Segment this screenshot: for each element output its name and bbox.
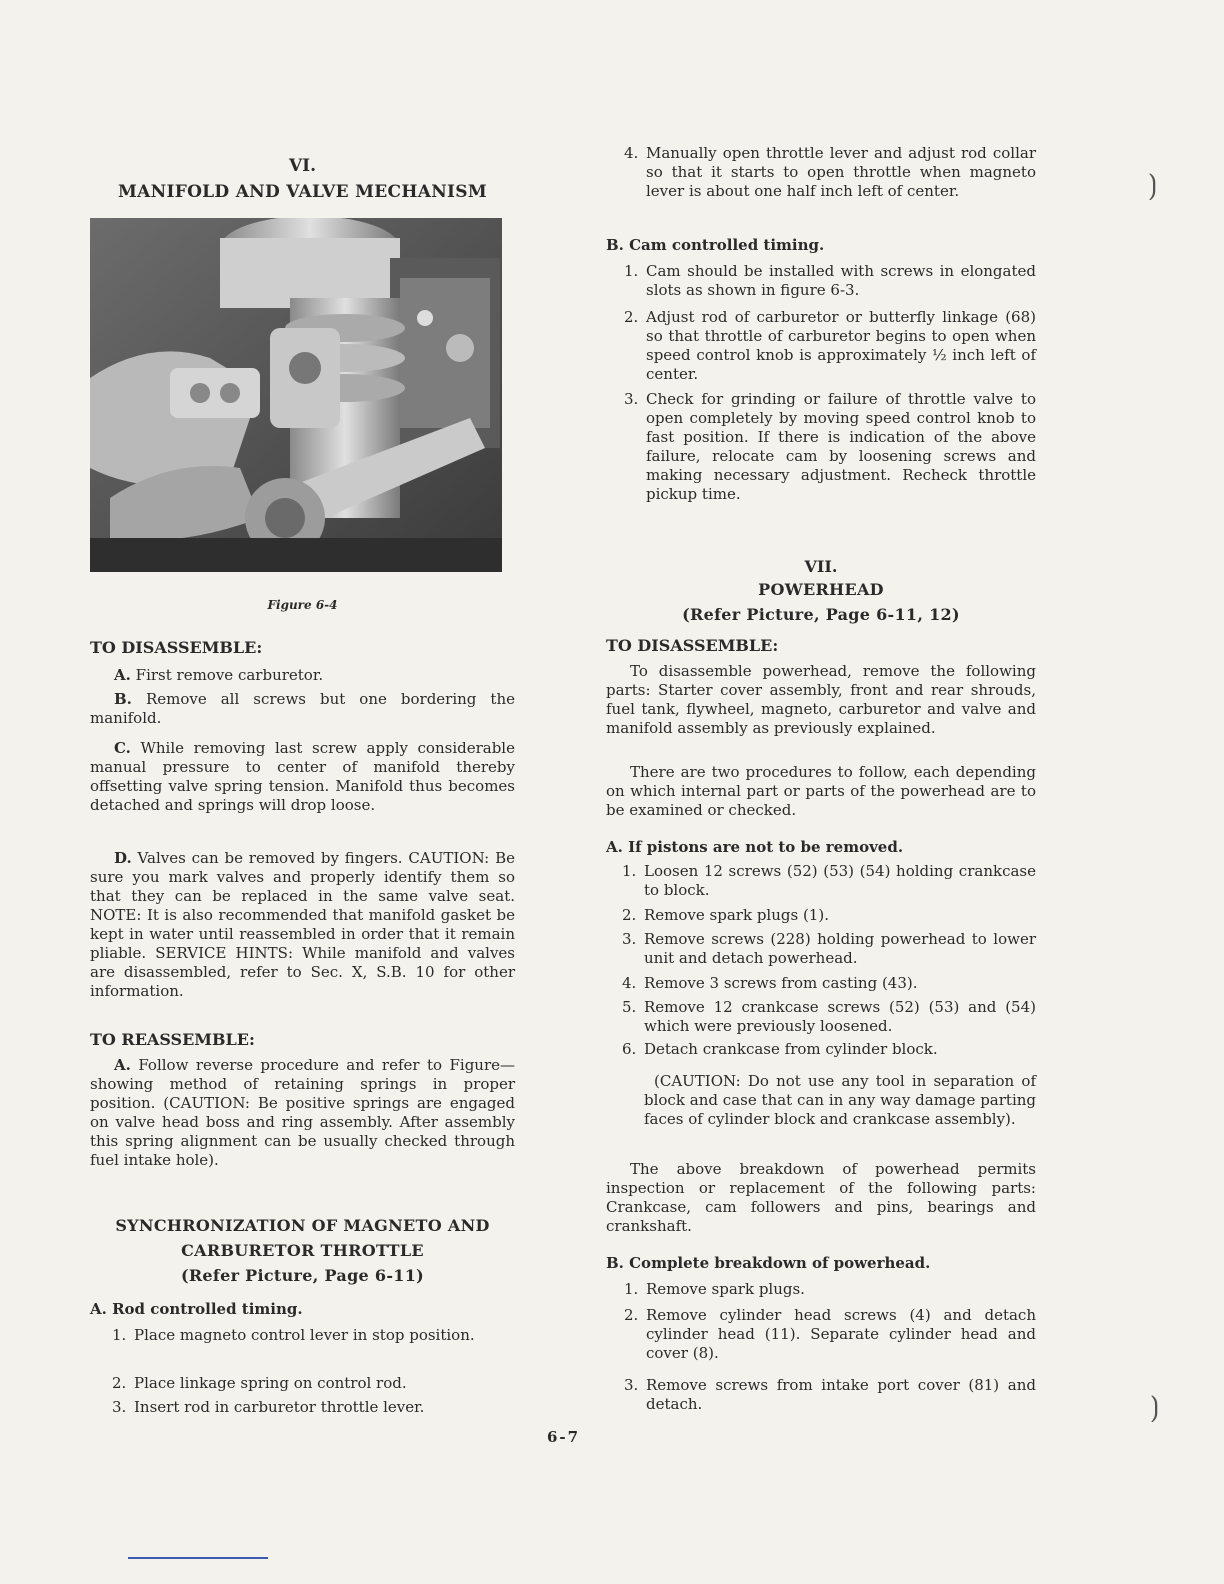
complete-step-2: 2. Remove cylinder head screws (4) and detach cylinder head (11). Separate cylinder head and cover (8). (624, 1306, 1036, 1362)
disassemble-step-a: A. First remove carburetor. (114, 666, 324, 684)
pistons-step-3: 3. Remove screws (228) holding powerhead to lower unit and detach powerhead. (622, 930, 1036, 967)
rod-step-1: 1. Place magneto control lever in stop position. (112, 1326, 475, 1344)
disassemble-heading: TO DISASSEMBLE: (90, 638, 263, 657)
sync-reference: (Refer Picture, Page 6-11) (180, 1266, 425, 1285)
pistons-heading: A. If pistons are not to be removed. (606, 838, 904, 856)
sync-title-line1: SYNCHRONIZATION OF MAGNETO AND (115, 1216, 490, 1235)
pistons-step-4: 4. Remove 3 screws from casting (43). (622, 974, 918, 992)
footer-underline (128, 1557, 268, 1559)
figure-6-4-photo (90, 218, 502, 572)
cam-step-2: 2. Adjust rod of carburetor or butterfly linkage (68) so that throttle of carburetor begins to open when speed control knob is approximately ½ inch left of center. (624, 308, 1036, 383)
complete-step-3: 3. Remove screws from intake port cover (81) and detach. (624, 1376, 1036, 1413)
reassemble-heading: TO REASSEMBLE: (90, 1030, 255, 1049)
pistons-step-2: 2. Remove spark plugs (1). (622, 906, 829, 924)
complete-step-1: 1. Remove spark plugs. (624, 1280, 805, 1298)
powerhead-disassemble-heading: TO DISASSEMBLE: (606, 636, 779, 655)
powerhead-intro-1: To disassemble powerhead, remove the following parts: Starter cover assembly, front and rear shrouds, fuel tank, flywheel, magneto, carburetor and valve and manifold assembly as previously explained. (606, 662, 1036, 737)
section-title: MANIFOLD AND VALVE MECHANISM (118, 182, 487, 202)
disassemble-step-b: B. Remove all screws but one bordering the manifold. (90, 690, 515, 727)
pistons-step-6: 6. Detach crankcase from cylinder block. (622, 1040, 938, 1058)
binder-hole-mark-top: ⟯ (1148, 168, 1158, 201)
complete-breakdown-heading: B. Complete breakdown of powerhead. (606, 1254, 931, 1272)
cam-timing-heading: B. Cam controlled timing. (606, 236, 825, 254)
pistons-step-1: 1. Loosen 12 screws (52) (53) (54) holding crankcase to block. (622, 862, 1036, 899)
powerhead-intro-2: There are two procedures to follow, each depending on which internal part or parts of the powerhead are to be examined or checked. (606, 763, 1036, 819)
binder-hole-mark-bottom: ⟯ (1150, 1390, 1160, 1423)
pistons-step-5: 5. Remove 12 crankcase screws (52) (53) and (54) which were previously loosened. (622, 998, 1036, 1035)
disassemble-step-d: D. Valves can be removed by fingers. CAUTION: Be sure you mark valves and properly identify them so that they can be replaced in the same valve seat. NOTE: It is also recommended that manifold gasket be kept in water until reassembled in order that it remain pliable. SERVICE HINTS: While manifold and valves are disassembled, refer to Sec. X, S.B. 10 for other information. (90, 849, 515, 1000)
rod-step-2: 2. Place linkage spring on control rod. (112, 1374, 407, 1392)
section-number-vii: VII. (804, 557, 838, 576)
powerhead-reference: (Refer Picture, Page 6-11, 12) (682, 605, 960, 624)
breakdown-summary: The above breakdown of powerhead permits inspection or replacement of the following parts: Crankcase, cam followers and pins, bearings and crankshaft. (606, 1160, 1036, 1235)
rod-step-3: 3. Insert rod in carburetor throttle lever. (112, 1398, 425, 1416)
page-number: 6-7 (547, 1428, 581, 1446)
section-number: VI. (288, 156, 317, 176)
manifold-photo-illustration (90, 218, 502, 572)
disassemble-step-c: C. While removing last screw apply considerable manual pressure to center of manifold thereby offsetting valve spring tension. Manifold thus becomes detached and springs will drop loose. (90, 739, 515, 814)
figure-caption: Figure 6-4 (267, 598, 338, 612)
cam-step-1: 1. Cam should be installed with screws in elongated slots as shown in figure 6-3. (624, 262, 1036, 299)
reassemble-step-a: A. Follow reverse procedure and refer to Figure— showing method of retaining springs in proper position. (CAUTION: Be positive springs are engaged on valve head boss and ring assembly. After assembly this spring alignment can be usually checked through fuel intake hole). (90, 1056, 515, 1169)
rod-step-4: 4. Manually open throttle lever and adjust rod collar so that it starts to open throttle when magneto lever is about one half inch left of center. (624, 144, 1036, 200)
rod-timing-heading: A. Rod controlled timing. (90, 1300, 303, 1318)
caution-note: (CAUTION: Do not use any tool in separation of block and case that can in any way damage parting faces of cylinder block and crankcase assembly). (644, 1072, 1036, 1128)
cam-step-3: 3. Check for grinding or failure of throttle valve to open completely by moving speed control knob to fast position. If there is indication of the above failure, relocate cam by loosening screws and making necessary adjustment. Recheck throttle pickup time. (624, 390, 1036, 503)
sync-title-line2: CARBURETOR THROTTLE (181, 1241, 424, 1260)
powerhead-title: POWERHEAD (758, 580, 884, 599)
